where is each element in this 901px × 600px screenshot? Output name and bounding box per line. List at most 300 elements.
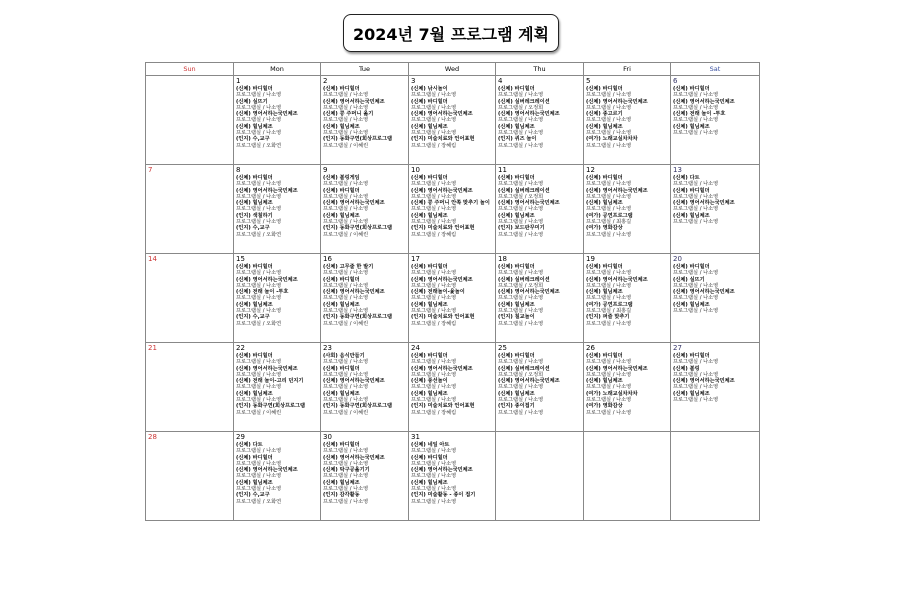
week-row xyxy=(146,165,760,254)
program-entry xyxy=(236,314,319,327)
program-location-staff: 프로그램실 / 나소영 xyxy=(498,320,544,327)
program-location-staff: 프로그램실 / 나소영 xyxy=(411,308,457,315)
program-entry xyxy=(586,225,669,238)
program-location-staff: 프로그램실 / 나소영 xyxy=(673,270,719,277)
program-entry xyxy=(236,99,319,112)
day-number: 4 xyxy=(498,77,503,85)
program-location-staff: 프로그램실 / 나소영 xyxy=(498,206,544,213)
program-activity: (신체) 힐님체조 xyxy=(236,390,273,397)
program-entry xyxy=(673,277,758,290)
program-entry xyxy=(323,378,407,391)
program-activity: (신체) 영어서하는국민체조 xyxy=(323,200,385,207)
program-entry xyxy=(323,136,407,149)
program-location-staff: 프로그램실 / 나소영 xyxy=(586,359,632,366)
program-location-staff: 프로그램실 / 나소영 xyxy=(498,231,544,238)
program-entry xyxy=(498,289,582,302)
day-number: 21 xyxy=(148,344,157,352)
program-location-staff: 프로그램실 / 이혜린 xyxy=(236,409,282,416)
program-activity: (신체) 영어서하는국민체조 xyxy=(323,454,385,461)
program-location-staff: 프로그램실 / 나소영 xyxy=(498,295,544,302)
program-activity: (신체) 바디힐더 xyxy=(411,264,448,270)
day-cell xyxy=(671,343,760,432)
program-activity: (신체) 힐님체조 xyxy=(586,378,623,385)
program-activity: (신체) 영어서하는국민체조 xyxy=(498,111,560,118)
day-cell xyxy=(146,76,234,165)
program-location-staff: 프로그램실 / 나소영 xyxy=(411,181,457,188)
program-entry xyxy=(236,188,319,201)
program-location-staff: 프로그램실 / 나소영 xyxy=(586,193,632,200)
program-activity: (신체) 영어서하는국민체조 xyxy=(236,467,298,474)
program-activity: (신체) 영어서하는국민체조 xyxy=(586,98,648,105)
program-activity: (신체) 바디힐더 xyxy=(323,365,360,372)
program-entry xyxy=(323,391,407,404)
program-activity: (신체) 볼링게임 xyxy=(323,175,360,181)
program-entry xyxy=(586,175,669,188)
program-location-staff: 프로그램실 / 나소영 xyxy=(323,359,369,366)
program-location-staff: 프로그램실 / 나소영 xyxy=(236,397,282,404)
program-entry xyxy=(323,86,407,99)
program-entry xyxy=(586,213,669,226)
program-activity: (인지) 칠교놀이 xyxy=(498,314,535,321)
program-activity: (신체) 영어서하는국민체조 xyxy=(586,187,648,194)
program-location-staff: 프로그램실 / 나소영 xyxy=(323,206,369,213)
program-location-staff: 프로그램실 / 나소영 xyxy=(586,117,632,124)
program-location-staff: 프로그램실 / 이혜린 xyxy=(323,320,369,327)
program-entry xyxy=(586,188,669,201)
program-entry xyxy=(236,264,319,277)
program-location-staff: 프로그램실 / 나소영 xyxy=(323,92,369,99)
program-location-staff: 프로그램실 / 최홍길 xyxy=(586,219,632,226)
week-row xyxy=(146,76,760,165)
program-activity: (신체) 힐님체조 xyxy=(236,301,273,308)
program-entry xyxy=(586,391,669,404)
program-location-staff: 프로그램실 / 나소영 xyxy=(673,206,719,213)
program-entry xyxy=(236,403,319,416)
day-number: 8 xyxy=(236,166,241,174)
program-entry xyxy=(673,86,758,99)
program-entry xyxy=(411,378,494,391)
day-cell xyxy=(234,254,321,343)
program-location-staff: 프로그램실 / 나소영 xyxy=(498,130,544,137)
program-activity: (신체) 힐님체조 xyxy=(586,200,623,207)
program-entry xyxy=(323,277,407,290)
program-location-staff: 프로그램실 / 오화연 xyxy=(236,142,282,149)
program-activity: (신체) 바디힐더 xyxy=(673,264,710,270)
program-location-staff: 프로그램실 / 나소영 xyxy=(586,371,632,378)
program-entry xyxy=(323,175,407,188)
program-activity: (신체) 다트 xyxy=(673,175,700,181)
program-entry xyxy=(411,289,494,302)
program-entry xyxy=(673,213,758,226)
program-entry xyxy=(498,188,582,201)
day-number: 16 xyxy=(323,255,332,263)
program-entry xyxy=(586,111,669,124)
program-location-staff: 프로그램실 / 장혜림 xyxy=(411,231,457,238)
program-location-staff: 프로그램실 / 나소영 xyxy=(323,448,369,455)
program-location-staff: 프로그램실 / 나소영 xyxy=(498,181,544,188)
program-entry xyxy=(236,455,319,468)
program-entry xyxy=(498,213,582,226)
program-activity: (신체) 영어서하는국민체조 xyxy=(236,111,298,118)
day-cell xyxy=(146,254,234,343)
program-location-staff: 프로그램실 / 나소영 xyxy=(323,181,369,188)
program-activity: (여가) 공연프로그램 xyxy=(586,212,633,219)
calendar-body xyxy=(146,76,760,521)
program-activity: (신체) 바디힐더 xyxy=(411,98,448,105)
program-entry xyxy=(498,225,582,238)
program-location-staff: 프로그램실 / 오화연 xyxy=(236,320,282,327)
day-number: 2 xyxy=(323,77,328,85)
program-entry xyxy=(236,277,319,290)
program-activity: (신체) 힐님체조 xyxy=(498,212,535,219)
day-cell xyxy=(409,343,496,432)
program-activity: (신체) 바디힐더 xyxy=(586,175,623,181)
program-entry xyxy=(323,264,407,277)
program-location-staff: 프로그램실 / 나소영 xyxy=(673,282,719,289)
program-location-staff: 프로그램실 / 나소영 xyxy=(586,206,632,213)
program-location-staff: 프로그램실 / 나소영 xyxy=(411,486,457,493)
program-location-staff: 프로그램실 / 나소영 xyxy=(236,92,282,99)
day-cell xyxy=(584,432,671,521)
program-entry xyxy=(586,200,669,213)
day-number: 30 xyxy=(323,433,332,441)
program-location-staff: 프로그램실 / 나소영 xyxy=(673,181,719,188)
day-number: 6 xyxy=(673,77,678,85)
day-number: 7 xyxy=(148,166,153,174)
program-location-staff: 프로그램실 / 나소영 xyxy=(498,219,544,226)
program-entry xyxy=(411,277,494,290)
program-location-staff: 프로그램실 / 나소영 xyxy=(323,486,369,493)
program-activity: (신체) 전래놀이-윷놀이 xyxy=(411,289,465,296)
program-entry xyxy=(236,391,319,404)
program-location-staff: 프로그램실 / 나소영 xyxy=(586,142,632,149)
day-number: 15 xyxy=(236,255,245,263)
program-location-staff: 프로그램실 / 나소영 xyxy=(323,384,369,391)
day-cell xyxy=(496,165,584,254)
program-activity: (신체) 영어서하는국민체조 xyxy=(323,98,385,105)
program-location-staff: 프로그램실 / 나소영 xyxy=(411,397,457,404)
program-location-staff: 프로그램실 / 나소영 xyxy=(673,295,719,302)
program-activity: (신체) 힐님체조 xyxy=(323,123,360,130)
program-location-staff: 프로그램실 / 나소영 xyxy=(498,384,544,391)
program-location-staff: 프로그램실 / 나소영 xyxy=(323,397,369,404)
program-activity: (신체) 힐님체조 xyxy=(236,123,273,130)
week-row xyxy=(146,432,760,521)
program-activity: (신체) 바디힐더 xyxy=(323,86,360,92)
program-entry xyxy=(323,480,407,493)
program-activity: (인지) 보드판꾸미기 xyxy=(498,225,545,232)
program-activity: (신체) 바디힐더 xyxy=(673,86,710,92)
program-activity: (신체) 네일 아트 xyxy=(411,442,450,448)
program-entry xyxy=(411,200,494,213)
program-location-staff: 프로그램실 / 나소영 xyxy=(586,409,632,416)
program-location-staff: 프로그램실 / 나소영 xyxy=(411,193,457,200)
program-entry xyxy=(411,188,494,201)
program-activity: (신체) 영어서하는국민체조 xyxy=(586,276,648,283)
program-entry xyxy=(498,86,582,99)
program-entry xyxy=(236,124,319,137)
program-entry xyxy=(323,314,407,327)
program-entry xyxy=(586,124,669,137)
program-entry xyxy=(586,99,669,112)
program-activity: (사회) 음식만들기 xyxy=(323,353,365,359)
program-activity: (여가) 영화감상 xyxy=(586,225,623,232)
program-entry xyxy=(236,366,319,379)
program-entry xyxy=(498,353,582,366)
day-number: 11 xyxy=(498,166,507,174)
program-entry xyxy=(586,277,669,290)
program-activity: (신체) 영어서하는국민체조 xyxy=(411,467,473,474)
program-location-staff: 프로그램실 / 오정희 xyxy=(498,282,544,289)
program-location-staff: 프로그램실 / 나소영 xyxy=(411,371,457,378)
program-entry xyxy=(673,391,758,404)
program-activity: (신체) 영어서하는국민체조 xyxy=(673,378,735,385)
day-cell xyxy=(146,165,234,254)
program-entry xyxy=(411,366,494,379)
program-entry xyxy=(673,175,758,188)
program-activity: (인지) 수,교구 xyxy=(236,136,270,143)
program-location-staff: 프로그램실 / 장혜림 xyxy=(411,142,457,149)
day-number: 14 xyxy=(148,255,157,263)
program-location-staff: 프로그램실 / 나소영 xyxy=(498,117,544,124)
program-location-staff: 프로그램실 / 나소영 xyxy=(411,473,457,480)
program-entry xyxy=(498,264,582,277)
program-activity: (신체) 바디힐더 xyxy=(323,187,360,194)
weekday-header: Sat xyxy=(671,63,760,76)
day-cell xyxy=(321,343,409,432)
day-cell xyxy=(234,165,321,254)
program-location-staff: 프로그램실 / 나소영 xyxy=(498,359,544,366)
program-activity: (신체) 영어서하는국민체조 xyxy=(498,200,560,207)
day-number: 24 xyxy=(411,344,420,352)
program-entry xyxy=(498,175,582,188)
program-location-staff: 프로그램실 / 나소영 xyxy=(323,295,369,302)
program-activity: (신체) 힐님체조 xyxy=(673,390,710,397)
program-activity: (인지) 퀴즈 놀이 xyxy=(498,136,537,143)
program-entry xyxy=(498,314,582,327)
program-location-staff: 프로그램실 / 나소영 xyxy=(411,448,457,455)
program-location-staff: 프로그램실 / 나소영 xyxy=(411,359,457,366)
program-entry xyxy=(236,200,319,213)
weekday-header: Wed xyxy=(409,63,496,76)
program-location-staff: 프로그램실 / 오정희 xyxy=(498,371,544,378)
program-entry xyxy=(323,225,407,238)
program-activity: (신체) 전래 놀이 -투호 xyxy=(236,289,289,296)
program-entry xyxy=(586,403,669,416)
program-activity: (신체) 볼링 xyxy=(673,365,700,372)
program-activity: (인지) 미술치료와 언어표현 xyxy=(411,136,475,143)
program-activity: (신체) 영어서하는국민체조 xyxy=(586,365,648,372)
program-activity: (신체) 영어서하는국민체조 xyxy=(411,276,473,283)
program-activity: (신체) 실버레크레이션 xyxy=(498,365,550,372)
day-number: 5 xyxy=(586,77,591,85)
program-activity: (인지) 동화구연(회상프로그램 xyxy=(236,403,306,410)
program-activity: (신체) 바디힐더 xyxy=(586,264,623,270)
program-activity: (신체) 실버레크레이션 xyxy=(498,98,550,105)
program-entry xyxy=(323,492,407,505)
program-location-staff: 프로그램실 / 나소영 xyxy=(411,498,457,505)
program-entry xyxy=(236,467,319,480)
program-entry xyxy=(498,302,582,315)
program-location-staff: 프로그램실 / 나소영 xyxy=(673,219,719,226)
day-number: 23 xyxy=(323,344,332,352)
program-activity: (신체) 실뜨기 xyxy=(236,98,268,105)
program-activity: (신체) 낚시놀이 xyxy=(411,86,448,92)
program-entry xyxy=(673,366,758,379)
program-entry xyxy=(323,188,407,201)
program-activity: (신체) 바디힐더 xyxy=(498,264,535,270)
program-location-staff: 프로그램실 / 나소영 xyxy=(673,371,719,378)
calendar-table xyxy=(145,62,760,521)
day-cell xyxy=(584,254,671,343)
program-entry xyxy=(498,403,582,416)
program-entry xyxy=(411,467,494,480)
program-activity: (신체) 콩 주머니 옮기 xyxy=(323,111,374,118)
program-activity: (신체) 바디힐더 xyxy=(236,175,273,181)
program-activity: (인지) 종이접기 xyxy=(498,403,535,410)
program-activity: (신체) 영어서하는국민체조 xyxy=(411,187,473,194)
program-location-staff: 프로그램실 / 나소영 xyxy=(498,308,544,315)
weekday-header: Thu xyxy=(496,63,584,76)
program-location-staff: 프로그램실 / 나소영 xyxy=(411,384,457,391)
program-entry xyxy=(236,480,319,493)
program-entry xyxy=(673,302,758,315)
program-location-staff: 프로그램실 / 나소영 xyxy=(323,460,369,467)
program-activity: (여가) 노래교실차차차 xyxy=(586,136,638,143)
program-location-staff: 프로그램실 / 나소영 xyxy=(236,371,282,378)
program-entry xyxy=(498,277,582,290)
program-entry xyxy=(236,225,319,238)
program-activity: (신체) 고무줄 한 발기 xyxy=(323,264,374,270)
program-location-staff: 프로그램실 / 나소영 xyxy=(236,270,282,277)
program-location-staff: 프로그램실 / 이혜린 xyxy=(323,231,369,238)
day-cell xyxy=(146,432,234,521)
program-location-staff: 프로그램실 / 나소영 xyxy=(411,130,457,137)
program-location-staff: 프로그램실 / 나소영 xyxy=(236,206,282,213)
program-entry xyxy=(236,86,319,99)
program-entry xyxy=(411,455,494,468)
program-location-staff: 프로그램실 / 나소영 xyxy=(673,193,719,200)
program-activity: (신체) 영어서하는국민체조 xyxy=(411,111,473,118)
day-number: 9 xyxy=(323,166,328,174)
program-activity: (신체) 힐님체조 xyxy=(411,390,448,397)
program-entry xyxy=(411,99,494,112)
program-entry xyxy=(498,391,582,404)
program-entry xyxy=(323,213,407,226)
program-location-staff: 프로그램실 / 나소영 xyxy=(236,219,282,226)
weekday-header: Sun xyxy=(146,63,234,76)
program-entry xyxy=(586,314,669,327)
program-entry xyxy=(411,480,494,493)
program-location-staff: 프로그램실 / 나소영 xyxy=(236,295,282,302)
day-number: 13 xyxy=(673,166,682,174)
day-cell xyxy=(496,432,584,521)
program-entry xyxy=(323,111,407,124)
day-number: 1 xyxy=(236,77,241,85)
program-entry xyxy=(498,136,582,149)
program-entry xyxy=(586,302,669,315)
program-location-staff: 프로그램실 / 나소영 xyxy=(673,117,719,124)
program-activity: (신체) 힐님체조 xyxy=(586,123,623,130)
program-activity: (신체) 전래 놀이 -투호 xyxy=(673,111,726,118)
week-row xyxy=(146,343,760,432)
program-entry xyxy=(323,366,407,379)
program-location-staff: 프로그램실 / 나소영 xyxy=(411,104,457,111)
program-entry xyxy=(586,366,669,379)
program-location-staff: 프로그램실 / 나소영 xyxy=(586,92,632,99)
program-activity: (인지) 감각활동 xyxy=(323,492,360,499)
program-activity: (인지) 동화구연(회상프로그램 xyxy=(323,225,393,232)
program-entry xyxy=(673,289,758,302)
program-location-staff: 프로그램실 / 나소영 xyxy=(323,104,369,111)
program-location-staff: 프로그램실 / 나소영 xyxy=(411,270,457,277)
program-location-staff: 프로그램실 / 나소영 xyxy=(586,181,632,188)
program-activity: (신체) 바디힐더 xyxy=(323,276,360,283)
program-entry xyxy=(236,353,319,366)
week-row xyxy=(146,254,760,343)
program-location-staff: 프로그램실 / 나소영 xyxy=(411,117,457,124)
program-activity: (신체) 영어서하는국민체조 xyxy=(323,378,385,385)
program-location-staff: 프로그램실 / 오화연 xyxy=(236,231,282,238)
program-location-staff: 프로그램실 / 나소영 xyxy=(323,308,369,315)
program-activity: (인지) 색칠하기 xyxy=(236,212,273,219)
program-entry xyxy=(498,99,582,112)
weekday-header-row xyxy=(146,63,760,76)
program-location-staff: 프로그램실 / 나소영 xyxy=(236,308,282,315)
program-location-staff: 프로그램실 / 오화연 xyxy=(236,498,282,505)
program-entry xyxy=(323,455,407,468)
program-entry xyxy=(411,314,494,327)
program-activity: (신체) 힐님체조 xyxy=(236,479,273,486)
day-cell xyxy=(671,254,760,343)
program-location-staff: 프로그램실 / 나소영 xyxy=(323,498,369,505)
program-location-staff: 프로그램실 / 나소영 xyxy=(411,282,457,289)
program-entry xyxy=(673,124,758,137)
program-location-staff: 프로그램실 / 나소영 xyxy=(323,282,369,289)
program-entry xyxy=(323,200,407,213)
program-location-staff: 프로그램실 / 나소영 xyxy=(236,181,282,188)
program-activity: (신체) 바디힐더 xyxy=(411,175,448,181)
program-location-staff: 프로그램실 / 나소영 xyxy=(498,397,544,404)
day-number: 19 xyxy=(586,255,595,263)
program-location-staff: 프로그램실 / 나소영 xyxy=(673,384,719,391)
program-activity: (신체) 바디힐더 xyxy=(586,86,623,92)
program-activity: (신체) 영어서하는국민체조 xyxy=(673,200,735,207)
day-number: 27 xyxy=(673,344,682,352)
program-activity: (신체) 콩 주머니 안쪽 맞추기 놀이 xyxy=(411,200,490,207)
program-activity: (신체) 바디힐더 xyxy=(673,353,710,359)
program-location-staff: 프로그램실 / 나소영 xyxy=(236,282,282,289)
program-activity: (인지) 미술치료와 언어표현 xyxy=(411,403,475,410)
day-cell xyxy=(671,432,760,521)
program-activity: (신체) 전래 놀이-고리 던지기 xyxy=(236,378,304,385)
program-entry xyxy=(411,264,494,277)
program-entry xyxy=(236,175,319,188)
program-activity: (신체) 바디힐더 xyxy=(236,264,273,270)
program-location-staff: 프로그램실 / 나소영 xyxy=(411,460,457,467)
program-entry xyxy=(586,86,669,99)
program-location-staff: 프로그램실 / 나소영 xyxy=(411,206,457,213)
program-entry xyxy=(323,99,407,112)
program-location-staff: 프로그램실 / 나소영 xyxy=(236,384,282,391)
weekday-header: Mon xyxy=(234,63,321,76)
program-activity: (신체) 바디힐더 xyxy=(673,187,710,194)
program-activity: (신체) 바디힐더 xyxy=(586,353,623,359)
program-entry xyxy=(586,264,669,277)
day-cell xyxy=(234,432,321,521)
program-activity: (신체) 종고르기 xyxy=(586,111,623,118)
program-activity: (신체) 바디힐더 xyxy=(498,175,535,181)
